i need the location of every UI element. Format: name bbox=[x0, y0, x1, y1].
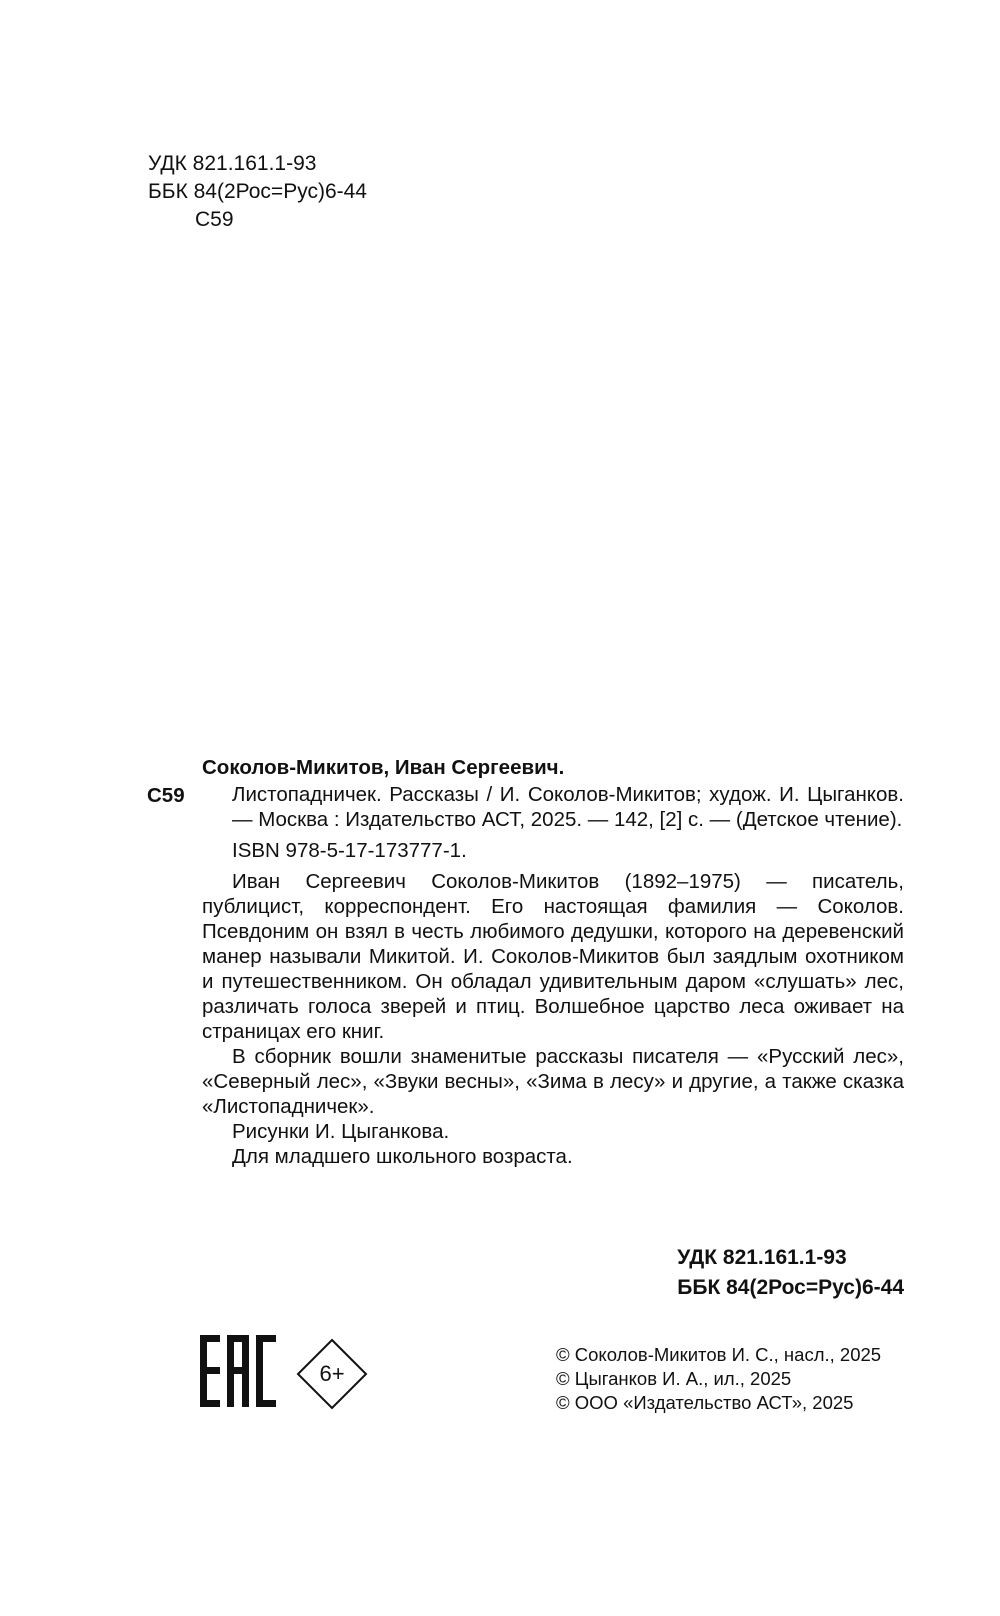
card-illustrator-note: Рисунки И. Цыганкова. bbox=[232, 1120, 450, 1143]
copyright-line: © Цыганков И. А., ил., 2025 bbox=[556, 1368, 792, 1389]
card-audience-note: Для младшего школьного возраста. bbox=[232, 1145, 573, 1168]
bbk-code: ББК 84(2Рос=Рус)6-44 bbox=[148, 180, 367, 203]
footer-classification-codes bbox=[677, 1243, 904, 1303]
bbk-code: ББК 84(2Рос=Рус)6-44 bbox=[677, 1276, 904, 1299]
card-author: Соколов-Микитов, Иван Сергеевич. bbox=[202, 756, 565, 779]
card-isbn: ISBN 978-5-17-173777-1. bbox=[232, 839, 467, 862]
cutter-code: С59 bbox=[195, 208, 234, 231]
header-classification-codes bbox=[148, 150, 367, 234]
udk-code: УДК 821.161.1-93 bbox=[148, 152, 317, 175]
udk-code: УДК 821.161.1-93 bbox=[677, 1246, 847, 1269]
eac-mark-icon bbox=[200, 1335, 276, 1407]
copyright-block bbox=[556, 1343, 881, 1415]
age-rating-badge bbox=[296, 1338, 368, 1410]
card-cutter-code: С59 bbox=[147, 784, 185, 807]
copyright-line: © Соколов-Микитов И. С., насл., 2025 bbox=[556, 1344, 882, 1365]
age-rating-label: 6+ bbox=[319, 1361, 345, 1386]
card-bibliographic-description: Листопадничек. Рассказы / И. Соколов-Микитов; худож. И. Цыганков. — Москва : Издательство АСТ, 2025. — 142, [2] с. — (Детское чтение). bbox=[232, 783, 904, 831]
catalog-card bbox=[147, 755, 904, 1169]
card-annotation-paragraph: Иван Сергеевич Соколов-Микитов (1892–1975) — писатель, публицист, корреспондент. Его настоящая фамилия — Соколов. Псевдоним он взял в честь любимого дедушки, которого на деревенский манер называли Микитой. И. Соколов-Микитов был заядлым охотником и путешественником. Он обладал удивительным даром «слушать» лес, различать голоса зверей и птиц. Волшебное царство леса оживает на страницах его книг. bbox=[202, 870, 904, 1043]
copyright-line: © ООО «Издательство АСТ», 2025 bbox=[556, 1392, 854, 1413]
card-annotation-paragraph: В сборник вошли знаменитые рассказы писателя — «Русский лес», «Северный лес», «Звуки весны», «Зима в лесу» и другие, а также сказка «Листопадничек». bbox=[202, 1045, 904, 1118]
